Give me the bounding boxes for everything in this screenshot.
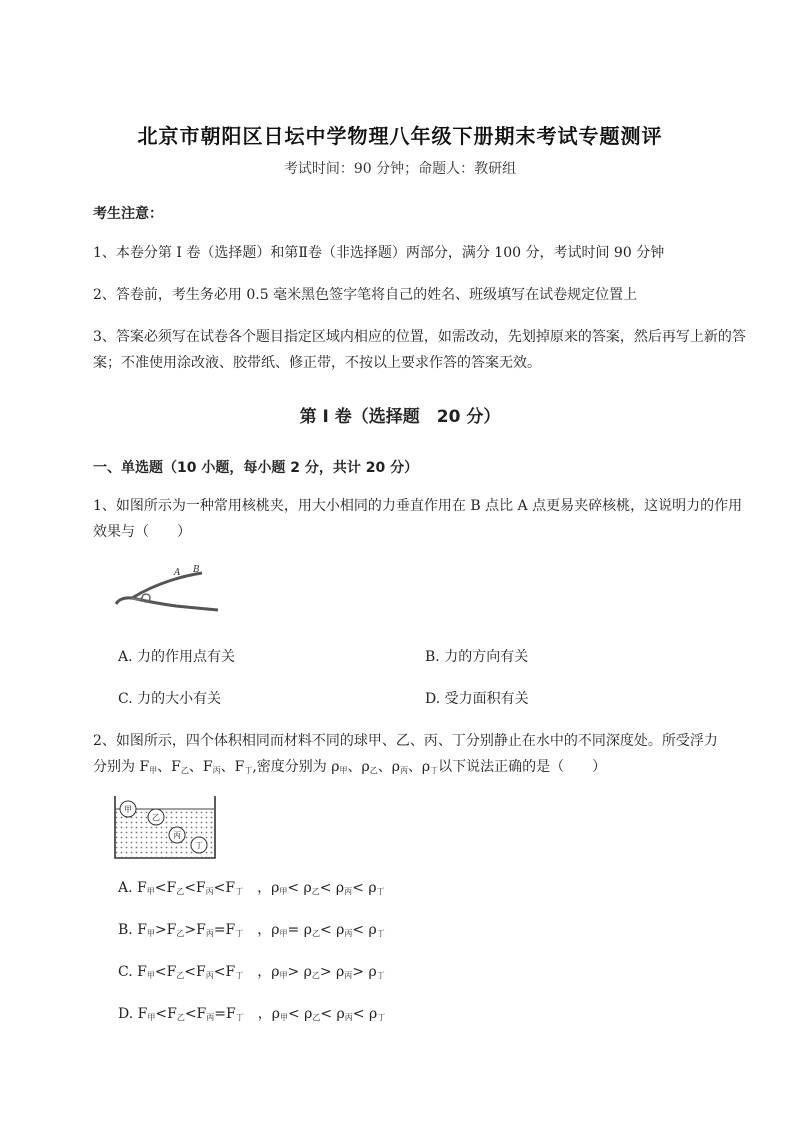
question-2-stem-line2: 分别为 $F_甲$、$F_乙$、$F_丙$、$F_丁$,密度分别为 $\rho_甲$、$\rho_乙$、$\rho_丙$、$\rho_丁$以下说法正确的是（ ） bbox=[93, 759, 607, 775]
point-a-label: A bbox=[174, 568, 181, 578]
ball-yi-label: 乙 bbox=[152, 813, 160, 822]
q2-option-b[interactable]: B. $F_甲>F_乙>F_丙=F_丁$ ，$\rho_甲= \rho_乙< \rho_丙< \rho_丁$ bbox=[118, 922, 385, 938]
notice-heading: 考生注意： bbox=[93, 206, 163, 222]
ball-bing-label: 丙 bbox=[173, 831, 181, 840]
water-tank-figure bbox=[114, 795, 216, 859]
notice-item-1: 1、本卷分第 I 卷（选择题）和第Ⅱ卷（非选择题）两部分，满分 100 分，考试时间 90 分钟 bbox=[93, 245, 665, 261]
q2-option-d[interactable]: D. $F_甲<F_乙<F_丙=F_丁$ ，$\rho_甲< \rho_乙< \rho_丙< \rho_丁$ bbox=[118, 1006, 386, 1022]
page-title: 北京市朝阳区日坛中学物理八年级下册期末考试专题测评 bbox=[137, 124, 663, 148]
notice-item-3: 3、答案必须写在试卷各个题目指定区域内相应的位置，如需改动，先划掉原来的答案，然后再写上新的答案；不准使用涂改液、胶带纸、修正带，不按以上要求作答的答案无效。 bbox=[93, 329, 746, 371]
section-title: 第 I 卷（选择题 20 分） bbox=[299, 407, 501, 427]
question-2-stem-line1: 2、如图所示，四个体积相同而材料不同的球甲、乙、丙、丁分别静止在水中的不同深度处。所受浮力 bbox=[93, 733, 718, 749]
question-1-stem: 1、如图所示为一种常用核桃夹，用大小相同的力垂直作用在 B 点比 A 点更易夹碎核桃，这说明力的作用效果与（ ） bbox=[93, 498, 743, 540]
nutcracker-figure bbox=[110, 563, 230, 618]
exam-subtitle: 考试时间：90 分钟；命题人：教研组 bbox=[283, 161, 517, 177]
q1-option-d[interactable]: D. 受力面积有关 bbox=[425, 691, 529, 707]
notice-item-2: 2、答卷前，考生务必用 0.5 毫米黑色签字笔将自己的姓名、班级填写在试卷规定位置上 bbox=[93, 287, 638, 303]
q2-option-c[interactable]: C. $F_甲<F_乙<F_丙<F_丁$ ，$\rho_甲> \rho_乙> \rho_丙> \rho_丁$ bbox=[118, 964, 385, 980]
q1-option-c[interactable]: C. 力的大小有关 bbox=[118, 691, 222, 707]
nutcracker-upper-arm bbox=[116, 573, 202, 604]
point-b-label: B bbox=[193, 565, 200, 575]
ball-jia-label: 甲 bbox=[124, 805, 132, 814]
q2-option-a[interactable]: A. $F_甲<F_乙<F_丙<F_丁$ ，$\rho_甲< \rho_乙< \rho_丙< \rho_丁$ bbox=[118, 880, 385, 896]
nutcracker-lower-arm bbox=[132, 598, 218, 610]
ball-ding-label: 丁 bbox=[195, 841, 203, 850]
q1-option-b[interactable]: B. 力的方向有关 bbox=[425, 649, 529, 665]
part-heading: 一、单选题（10 小题，每小题 2 分，共计 20 分） bbox=[93, 460, 419, 476]
q1-option-a[interactable]: A. 力的作用点有关 bbox=[118, 649, 236, 665]
